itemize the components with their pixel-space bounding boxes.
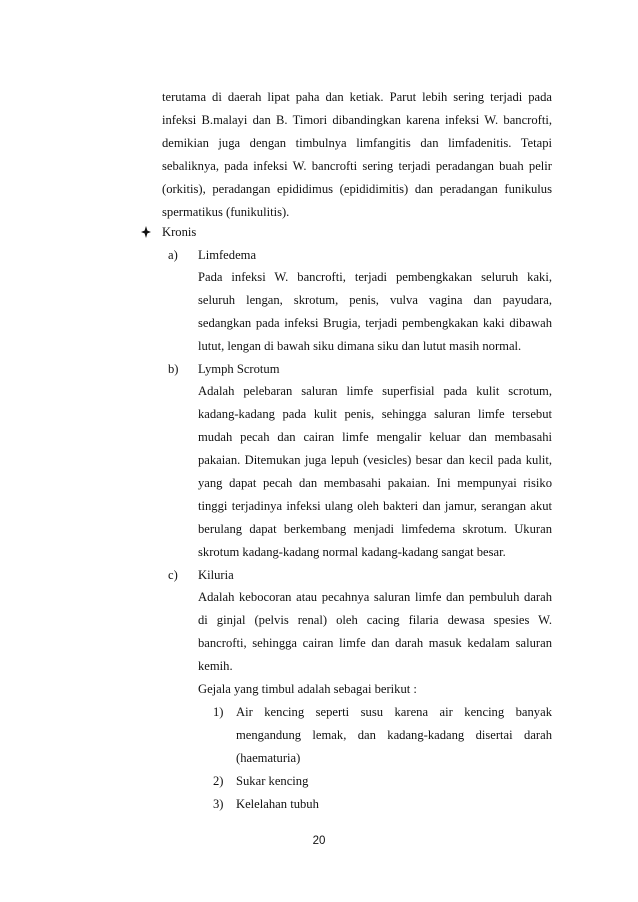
- numbered-line: mengandung lemak, dan kadang-kadang disertai darah: [236, 728, 552, 742]
- list-label: a): [168, 248, 178, 262]
- paragraph-line: pakaian. Ditemukan juga lepuh (vesicles) besar dan kecil pada kulit,: [198, 453, 552, 467]
- paragraph-line: mudah pecah dan cairan limfe mengalir keluar dan membasahi: [198, 430, 552, 444]
- paragraph-line: kemih.: [198, 659, 233, 673]
- numbered-line: (haematuria): [236, 751, 301, 765]
- paragraph-line: di ginjal (pelvis renal) oleh cacing filaria dewasa spesies W.: [198, 613, 552, 627]
- paragraph-line: berulang dapat berkembang menjadi limfedema skrotum. Ukuran: [198, 522, 552, 536]
- numbered-line: Kelelahan tubuh: [236, 797, 319, 811]
- diamond-bullet-icon: [141, 226, 151, 238]
- numbered-line: Sukar kencing: [236, 774, 309, 788]
- paragraph-line: skrotum kadang-kadang normal kadang-kadang sangat besar.: [198, 545, 506, 559]
- paragraph-line: yang dapat pecah dan membasahi pakaian. Ini mempunyai risiko: [198, 476, 552, 490]
- paragraph-line: Gejala yang timbul adalah sebagai berikut :: [198, 682, 417, 696]
- list-label: b): [168, 362, 179, 376]
- paragraph-line: sedangkan pada infeksi Brugia, terjadi pembengkakan kaki dibawah: [198, 316, 552, 330]
- paragraph-line: lutut, lengan di bawah siku dimana siku dan lutut masih normal.: [198, 339, 522, 353]
- paragraph-line: Adalah kebocoran atau pecahnya saluran limfe dan pembuluh darah: [198, 590, 552, 604]
- list-label: c): [168, 568, 178, 582]
- paragraph-line: kadang-kadang pada kulit penis, sehingga saluran limfe tersebut: [198, 407, 552, 421]
- item-title: Limfedema: [198, 248, 257, 262]
- numbered-line: Air kencing seperti susu karena air kencing banyak: [236, 705, 552, 719]
- paragraph-line: bancrofti, sehingga cairan limfe dan darah masuk kedalam saluran: [198, 636, 552, 650]
- paragraph-line: spermatikus (funikulitis).: [162, 205, 290, 219]
- paragraph-line: terutama di daerah lipat paha dan ketiak. Parut lebih sering terjadi pada: [162, 90, 552, 104]
- item-title: Kiluria: [198, 568, 234, 582]
- numbered-label: 2): [213, 774, 224, 788]
- page-number: 20: [312, 835, 326, 847]
- paragraph-line: seluruh lengan, skrotum, penis, vulva vagina dan payudara,: [198, 293, 552, 307]
- paragraph-line: infeksi B.malayi dan B. Timori dibandingkan karena infeksi W. bancrofti,: [162, 113, 552, 127]
- paragraph-line: sebaliknya, pada infeksi W. bancrofti sering terjadi peradangan buah pelir: [162, 159, 552, 173]
- paragraph-line: Pada infeksi W. bancrofti, terjadi pembengkakan seluruh kaki,: [198, 270, 552, 284]
- section-heading-kronis: Kronis: [162, 225, 197, 239]
- paragraph-line: Adalah pelebaran saluran limfe superfisial pada kulit scrotum,: [198, 384, 552, 398]
- paragraph-line: tinggi terjadinya infeksi ulang oleh bakteri dan jamur, serangan akut: [198, 499, 552, 513]
- paragraph-line: (orkitis), peradangan epididimus (epididimitis) dan peradangan funikulus: [162, 182, 552, 196]
- numbered-label: 1): [213, 705, 224, 719]
- numbered-label: 3): [213, 797, 224, 811]
- paragraph-line: demikian juga dengan timbulnya limfangitis dan limfadenitis. Tetapi: [162, 136, 552, 150]
- item-title: Lymph Scrotum: [198, 362, 280, 376]
